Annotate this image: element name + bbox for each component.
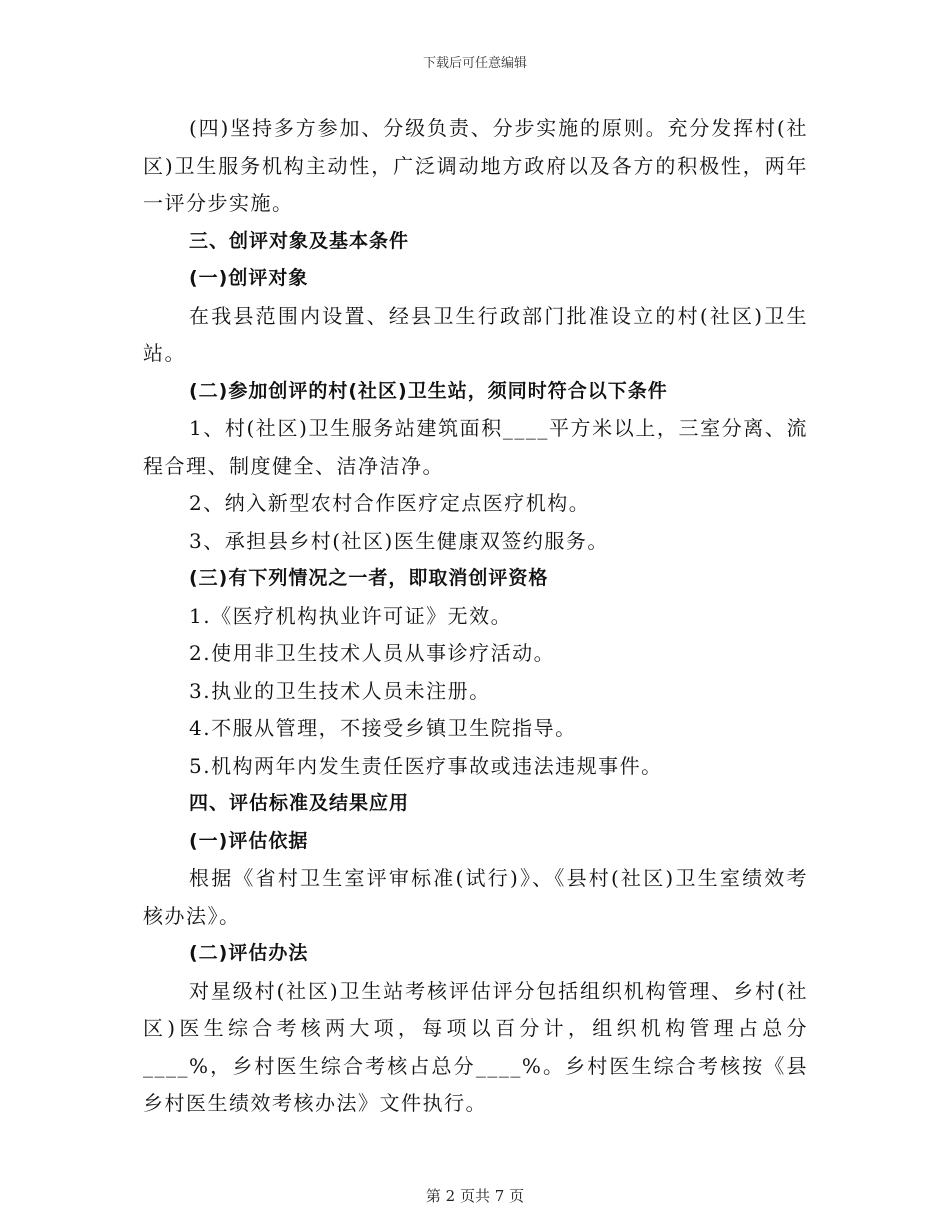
page-header: 下载后可任意编辑 — [422, 56, 527, 71]
paragraph-evaluation-method: 对星级村(社区)卫生站考核评估评分包括组织机构管理、乡村(社区)医生综合考核两大项，每项以百分计，组织机构管理占总分____%，乡村医生综合考核占总分____%。乡村医生综合考核按《县乡村医生绩效考核办法》文件执行。 — [143, 978, 808, 1115]
section-heading-4: 四、评估标准及结果应用 — [189, 792, 410, 814]
disqualification-item-4: 4.不服从管理，不接受乡镇卫生院指导。 — [189, 716, 577, 740]
document-body — [143, 110, 808, 1123]
disqualification-item-3: 3.执业的卫生技术人员未注册。 — [189, 678, 491, 703]
disqualification-item-5: 5.机构两年内发生责任医疗事故或违法违规事件。 — [189, 753, 663, 778]
subheading-evaluation-target: (一)创评对象 — [189, 267, 309, 289]
subheading-conditions: (二)参加创评的村(社区)卫生站，须同时符合以下条件 — [189, 379, 668, 402]
page-number-footer: 第 2 页共 7 页 — [425, 1187, 525, 1205]
disqualification-item-1: 1.《医疗机构执业许可证》无效。 — [189, 603, 513, 628]
condition-item-1: 1、村(社区)卫生服务站建筑面积____平方米以上，三室分离、流程合理、制度健全、洁净洁净。 — [143, 416, 808, 478]
subheading-evaluation-method: (二)评估办法 — [189, 942, 309, 964]
condition-item-2: 2、纳入新型农村合作医疗定点医疗机构。 — [189, 491, 591, 515]
section-heading-3: 三、创评对象及基本条件 — [189, 229, 410, 252]
paragraph-evaluation-basis: 根据《省村卫生室评审标准(试行)》、《县村(社区)卫生室绩效考核办法》。 — [143, 866, 808, 928]
paragraph-principle-4: (四)坚持多方参加、分级负责、分步实施的原则。充分发挥村(社区)卫生服务机构主动性，广泛调动地方政府以及各方的积极性，两年一评分步实施。 — [143, 116, 808, 215]
disqualification-item-2: 2.使用非卫生技术人员从事诊疗活动。 — [189, 641, 556, 665]
subheading-disqualification: (三)有下列情况之一者，即取消创评资格 — [189, 567, 549, 589]
condition-item-3: 3、承担县乡村(社区)医生健康双签约服务。 — [189, 528, 609, 553]
subheading-evaluation-basis: (一)评估依据 — [189, 829, 309, 852]
paragraph-evaluation-target: 在我县范围内设置、经县卫生行政部门批准设立的村(社区)卫生站。 — [143, 303, 808, 365]
